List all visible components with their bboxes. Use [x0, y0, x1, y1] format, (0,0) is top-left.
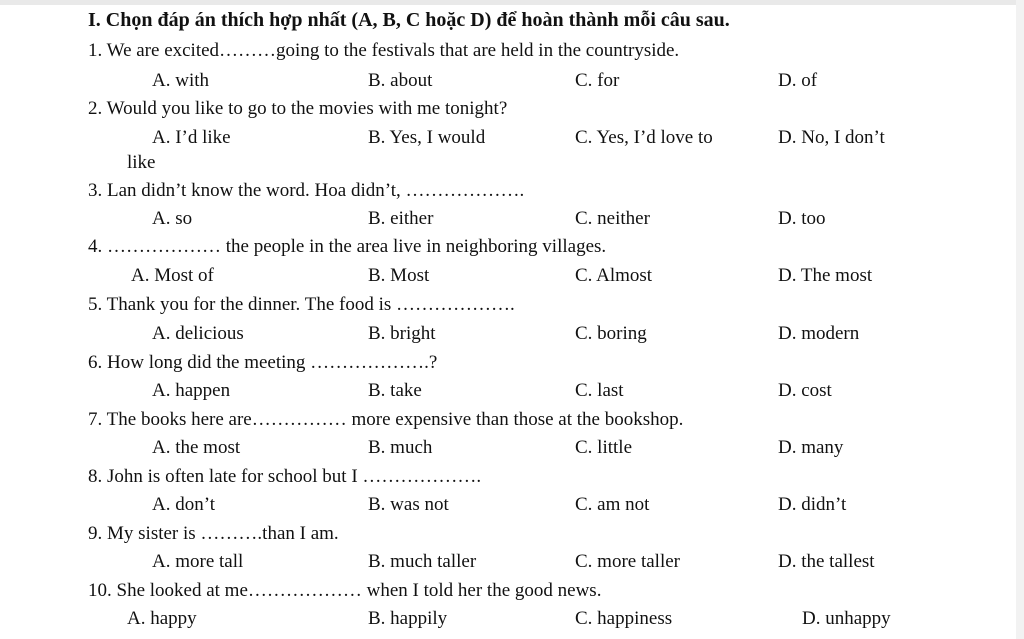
q5-option-b: B. bright — [368, 323, 436, 344]
q3-option-b: B. either — [368, 208, 434, 229]
right-edge-strip — [1016, 0, 1024, 639]
question-8: 8. John is often late for school but I ………………. — [88, 466, 482, 487]
q2-option-a-continuation: like — [127, 152, 156, 173]
q10-option-d: D. unhappy — [802, 608, 891, 629]
q8-option-b: B. was not — [368, 494, 449, 515]
q6-option-b: B. take — [368, 380, 422, 401]
q7-option-c: C. little — [575, 437, 632, 458]
q3-option-c: C. neither — [575, 208, 650, 229]
q2-option-d: D. No, I don’t — [778, 127, 885, 148]
question-9: 9. My sister is ……….than I am. — [88, 523, 339, 544]
question-1: 1. We are excited………going to the festivals that are held in the countryside. — [88, 40, 680, 61]
q8-option-d: D. didn’t — [778, 494, 847, 515]
top-rule — [0, 0, 1024, 5]
q5-option-c: C. boring — [575, 323, 647, 344]
q8-option-a: A. don’t — [152, 494, 215, 515]
q2-option-c: C. Yes, I’d love to — [575, 127, 713, 148]
q4-option-b: B. Most — [368, 265, 430, 286]
q10-option-c: C. happiness — [575, 608, 673, 629]
q4-option-a: A. Most of — [131, 265, 214, 286]
q1-option-a: A. with — [152, 70, 209, 91]
question-10: 10. She looked at me……………… when I told her the good news. — [88, 580, 602, 601]
q1-option-c: C. for — [575, 70, 620, 91]
q6-option-a: A. happen — [152, 380, 231, 401]
question-5: 5. Thank you for the dinner. The food is ………………. — [88, 294, 515, 315]
q5-option-d: D. modern — [778, 323, 860, 344]
q2-option-b: B. Yes, I would — [368, 127, 486, 148]
q4-option-d: D. The most — [778, 265, 873, 286]
q7-option-d: D. many — [778, 437, 844, 458]
q9-option-b: B. much taller — [368, 551, 477, 572]
question-7: 7. The books here are…………… more expensive than those at the bookshop. — [88, 409, 684, 430]
question-4: 4. ……………… the people in the area live in neighboring villages. — [88, 236, 607, 257]
question-3: 3. Lan didn’t know the word. Hoa didn’t, ………………. — [88, 180, 525, 201]
q8-option-c: C. am not — [575, 494, 650, 515]
q10-option-b: B. happily — [368, 608, 448, 629]
q9-option-a: A. more tall — [152, 551, 244, 572]
q7-option-b: B. much — [368, 437, 433, 458]
q1-option-b: B. about — [368, 70, 433, 91]
q1-option-d: D. of — [778, 70, 818, 91]
q9-option-c: C. more taller — [575, 551, 680, 572]
q7-option-a: A. the most — [152, 437, 241, 458]
q4-option-c: C. Almost — [575, 265, 653, 286]
q5-option-a: A. delicious — [152, 323, 244, 344]
section-heading: I. Chọn đáp án thích hợp nhất (A, B, C hoặc D) để hoàn thành mỗi câu sau. — [88, 9, 730, 31]
q6-option-c: C. last — [575, 380, 624, 401]
q10-option-a: A. happy — [127, 608, 197, 629]
q9-option-d: D. the tallest — [778, 551, 875, 572]
question-6: 6. How long did the meeting ……………….? — [88, 352, 438, 373]
q2-option-a: A. I’d like — [152, 127, 231, 148]
q3-option-a: A. so — [152, 208, 193, 229]
q6-option-d: D. cost — [778, 380, 832, 401]
q3-option-d: D. too — [778, 208, 826, 229]
question-2: 2. Would you like to go to the movies with me tonight? — [88, 98, 508, 119]
